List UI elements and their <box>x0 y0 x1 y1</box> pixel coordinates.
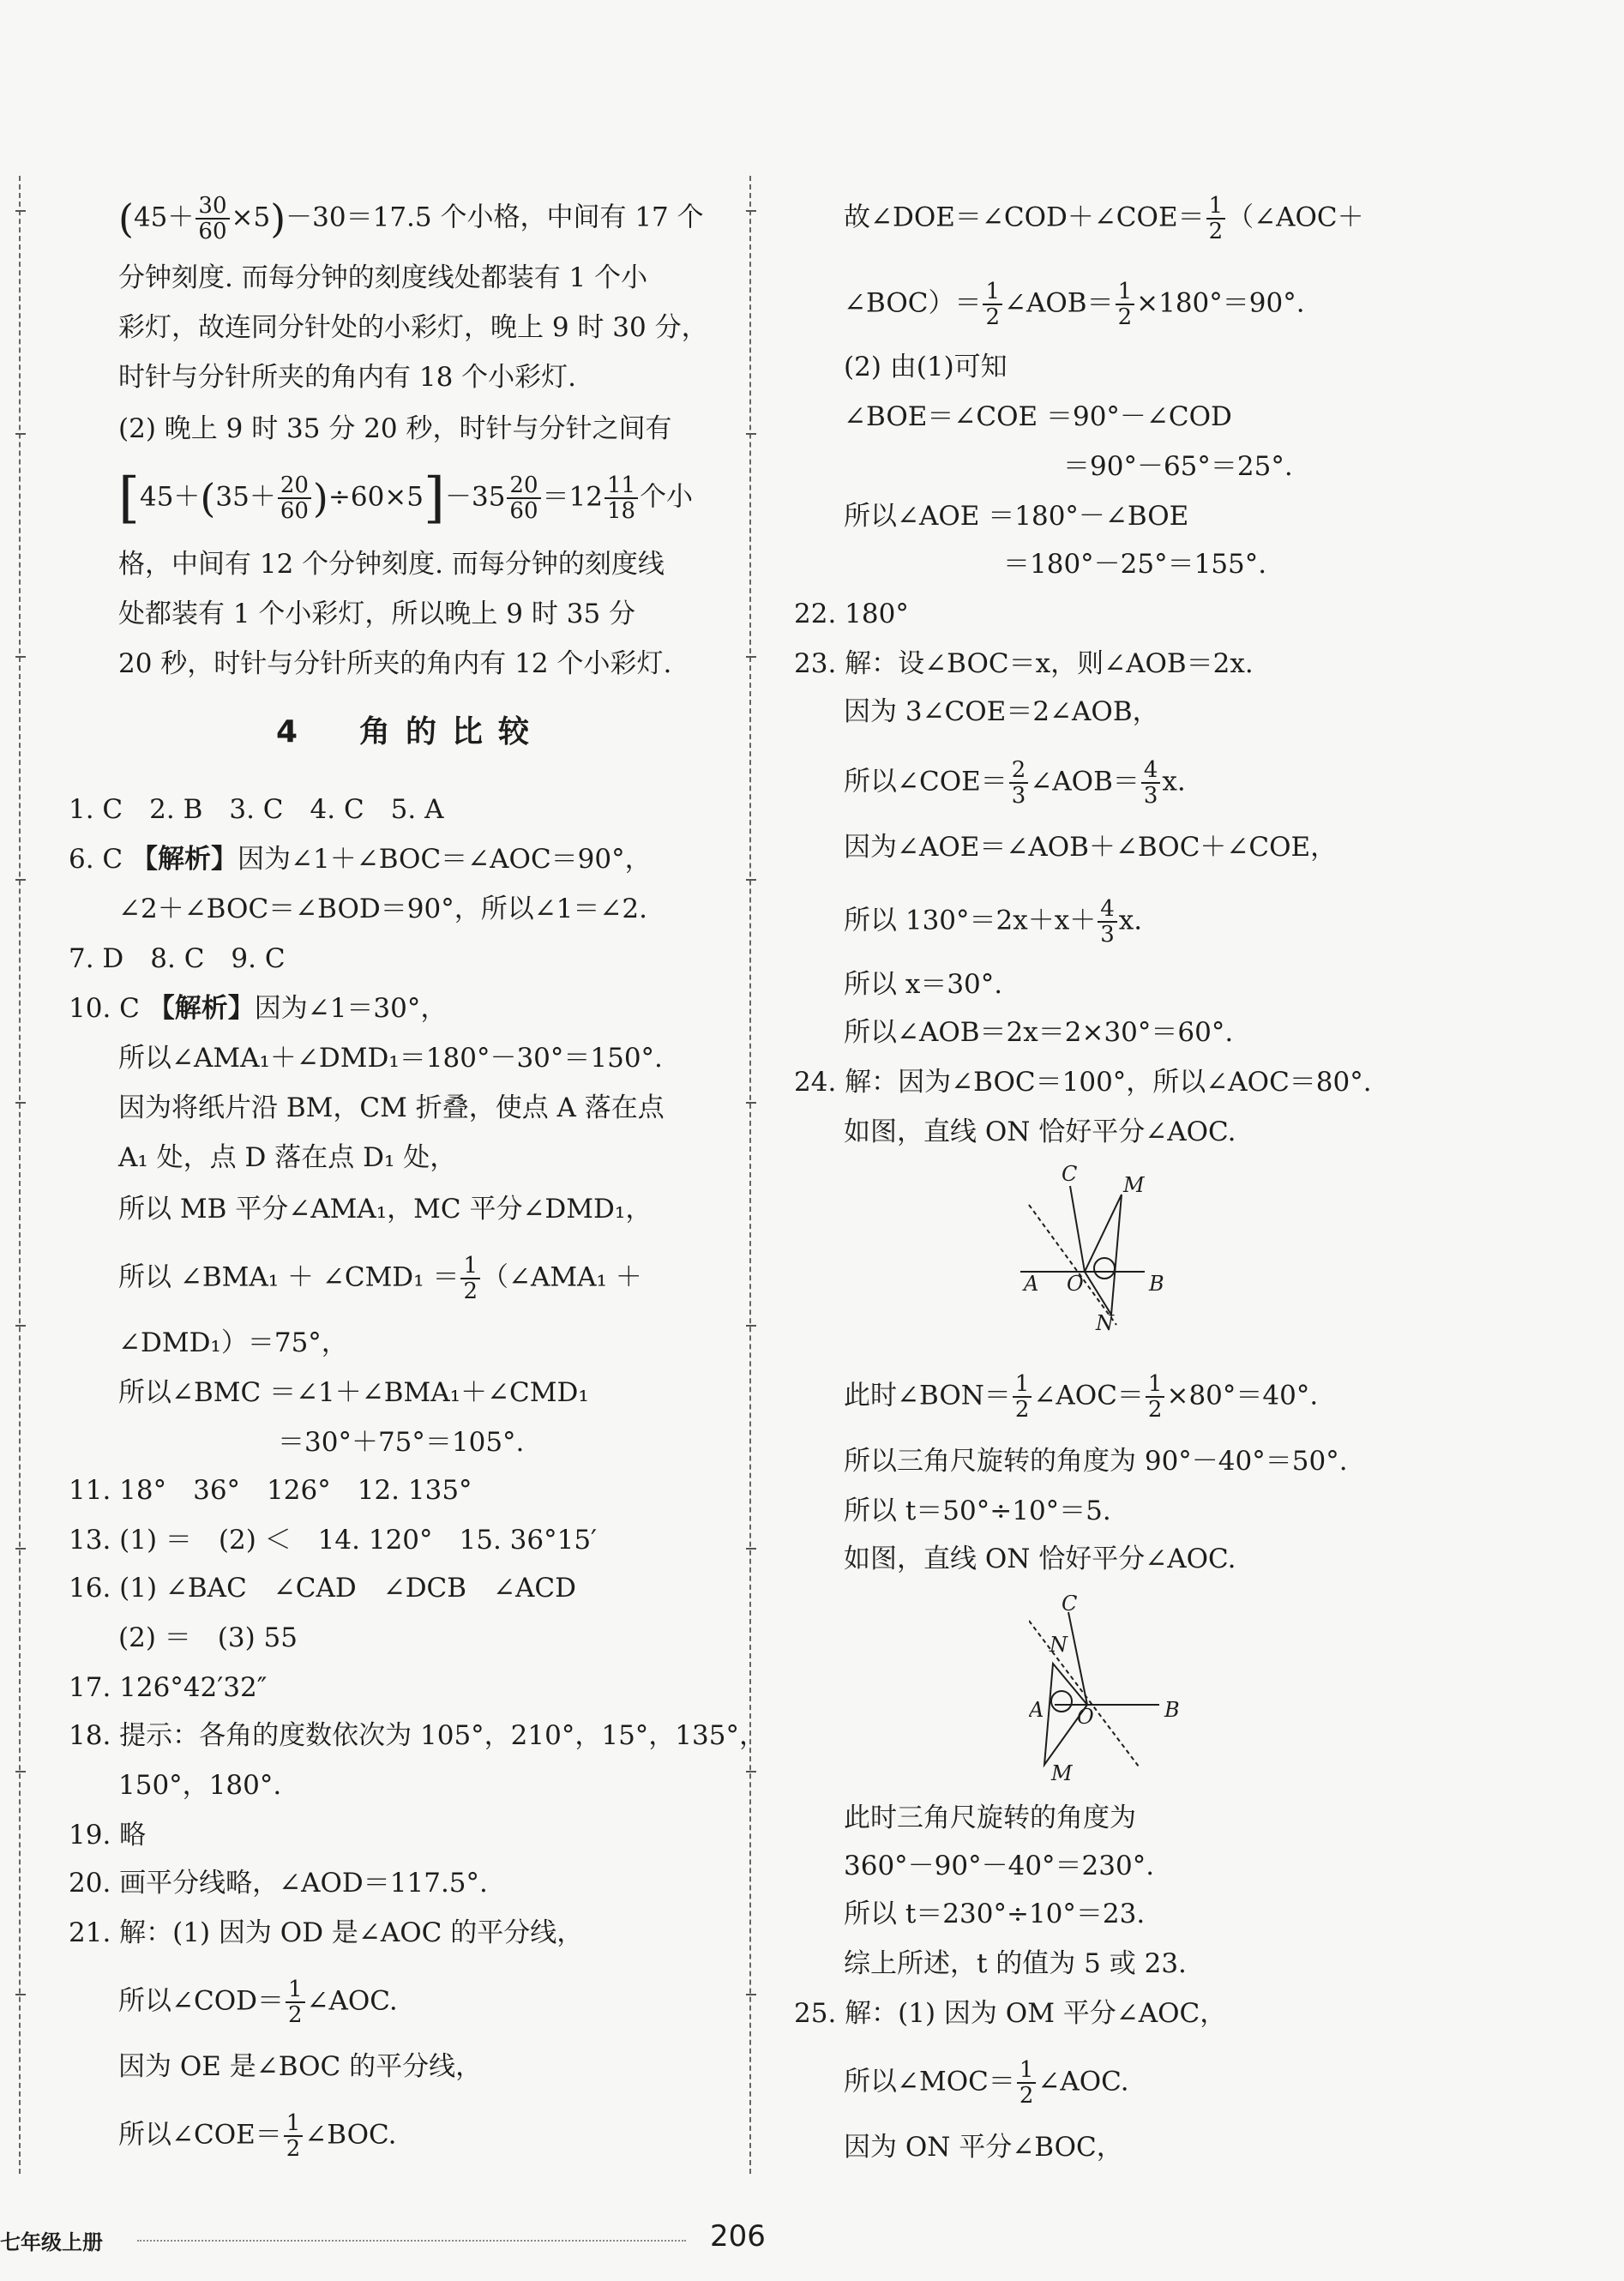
fig2-label-o: O <box>1077 1705 1094 1729</box>
answer-24-j: 综上所述，t 的值为 5 或 23. <box>844 1948 1187 1979</box>
answer-24-d: 所以三角尺旋转的角度为 90°－40°＝50°. <box>844 1446 1348 1477</box>
answer-13-15: 13. (1) ＝ (2) ＜ 14. 120° 15. 36°15′ <box>69 1525 598 1556</box>
answer-10: 10. C 【解析】因为∠1＝30°， <box>69 993 448 1024</box>
answer-18: 18. 提示：各角的度数依次为 105°，210°，15°，135°， <box>69 1720 766 1751</box>
answer-7-9: 7. D 8. C 9. C <box>69 943 286 974</box>
answer-10-g: 所以 ∠BMA₁ ＋ ∠CMD₁ ＝ $\frac{1}{2}$ （∠AMA₁ ＋ <box>118 1253 642 1304</box>
answer-19: 19. 略 <box>69 1820 147 1851</box>
answer-24-f: 如图，直线 ON 恰好平分∠AOC. <box>844 1544 1236 1574</box>
answer-21-d: 所以∠COE＝ $\frac{1}{2}$ ∠BOC. <box>118 2110 397 2162</box>
line-r7: ＝180°－25°＝155°. <box>1003 549 1267 580</box>
line-l4: 时针与分针所夹的角内有 18 个小彩灯. <box>118 362 577 393</box>
answer-23-d: 因为∠AOE＝∠AOB＋∠BOC＋∠COE， <box>844 832 1338 863</box>
answer-25-b: 所以∠MOC＝ $\frac{1}{2}$ ∠AOC. <box>844 2057 1129 2109</box>
fig2-label-m: M <box>1051 1761 1073 1784</box>
fig2-label-n: N <box>1050 1633 1068 1657</box>
answer-23-e: 所以 130°＝2x＋x＋ $\frac{4}{3}$ x. <box>844 896 1143 948</box>
answer-1-5: 1. C 2. B 3. C 4. C 5. A <box>69 794 444 825</box>
fraction: $\frac{30}{60}$ <box>195 194 229 244</box>
fig1-label-n: N <box>1096 1311 1114 1333</box>
answer-21: 21. 解：(1) 因为 OD 是∠AOC 的平分线， <box>69 1917 584 1948</box>
answer-24-b: 如图，直线 ON 恰好平分∠AOC. <box>844 1116 1236 1147</box>
answer-24-i: 所以 t＝230°÷10°＝23. <box>844 1899 1146 1929</box>
section-heading: 4 角的比较 <box>276 714 545 749</box>
answer-10-f: 所以 MB 平分∠AMA₁，MC 平分∠DMD₁， <box>118 1194 653 1225</box>
fig2-label-c: C <box>1062 1595 1078 1616</box>
fig1-label-b: B <box>1149 1272 1164 1296</box>
answer-11-12: 11. 18° 36° 126° 12. 135° <box>69 1475 472 1506</box>
answer-6-cont: ∠2＋∠BOC＝∠BOD＝90°，所以∠1＝∠2. <box>118 894 647 924</box>
figure-2-diagram <box>1029 1595 1192 1784</box>
answer-18-b: 150°，180°. <box>118 1770 282 1801</box>
answer-24-c: 此时∠BON＝ $\frac{1}{2}$ ∠AOC＝ $\frac{1}{2}$ ×80°＝40°. <box>844 1371 1319 1423</box>
line-r5: ＝90°－65°＝25°. <box>1063 451 1293 482</box>
answer-24-h: 360°－90°－40°＝230°. <box>844 1851 1155 1881</box>
answer-10-d: 因为将纸片沿 BM，CM 折叠，使点 A 落在点 <box>118 1092 665 1123</box>
answer-23-f: 所以 x＝30°. <box>844 969 1003 1000</box>
answer-22: 22. 180° <box>794 599 909 629</box>
footer-divider <box>137 2240 686 2242</box>
answer-10-i: 所以∠BMC ＝∠1＋∠BMA₁＋∠CMD₁ <box>118 1377 589 1408</box>
line-l9: 20 秒，时针与分针所夹的角内有 12 个小彩灯. <box>118 648 672 679</box>
answer-25: 25. 解：(1) 因为 OM 平分∠AOC， <box>794 1998 1227 2029</box>
figure-1-diagram <box>1020 1162 1183 1333</box>
answer-10-j: ＝30°＋75°＝105°. <box>278 1427 525 1458</box>
line-l2: 分钟刻度. 而每分钟的刻度线处都装有 1 个小 <box>118 262 648 293</box>
fig2-label-b: B <box>1164 1698 1180 1722</box>
answer-6: 6. C 【解析】因为∠1＋∠BOC＝∠AOC＝90°， <box>69 844 652 875</box>
answer-24: 24. 解：因为∠BOC＝100°，所以∠AOC＝80°. <box>794 1067 1372 1098</box>
binding-line-left <box>19 176 22 2174</box>
answer-21-c: 因为 OE 是∠BOC 的平分线， <box>118 2051 483 2082</box>
answer-23-c: 所以∠COE＝ $\frac{2}{3}$ ∠AOB＝ $\frac{4}{3}$ x. <box>844 757 1186 809</box>
line-l3: 彩灯，故连同分针处的小彩灯，晚上 9 时 30 分， <box>118 312 708 343</box>
footer-grade: 七年级上册 <box>0 2230 103 2254</box>
line-r1: 故∠DOE＝∠COD＋∠COE＝ $\frac{1}{2}$ （∠AOC＋ <box>844 193 1364 244</box>
line-l5: (2) 晚上 9 时 35 分 20 秒，时针与分针之间有 <box>118 413 672 444</box>
answer-24-e: 所以 t＝50°÷10°＝5. <box>844 1496 1111 1526</box>
answer-23: 23. 解：设∠BOC＝x，则∠AOB＝2x. <box>794 648 1254 679</box>
answer-23-g: 所以∠AOB＝2x＝2×30°＝60°. <box>844 1017 1234 1048</box>
line-r6: 所以∠AOE ＝180°－∠BOE <box>844 501 1189 532</box>
line-l8: 处都装有 1 个小彩灯，所以晚上 9 时 35 分 <box>118 599 636 629</box>
answer-21-b: 所以∠COD＝ $\frac{1}{2}$ ∠AOC. <box>118 1977 398 2028</box>
answer-20: 20. 画平分线略，∠AOD＝117.5°. <box>69 1868 488 1899</box>
answer-17: 17. 126°42′32″ <box>69 1672 268 1703</box>
line-l6: [45＋(35＋ $\frac{20}{60}$ )÷60×5]－35 $\frac{20}{60}$ ＝12 $\frac{11}{18}$ 个小 <box>118 466 694 530</box>
answer-10-h: ∠DMD₁）＝75°， <box>118 1327 348 1358</box>
answer-25-c: 因为 ON 平分∠BOC， <box>844 2132 1123 2163</box>
fig2-label-a: A <box>1029 1698 1044 1722</box>
line-r2: ∠BOC）＝ $\frac{1}{2}$ ∠AOB＝ $\frac{1}{2}$ ×180°＝90°. <box>844 279 1305 330</box>
answer-23-b: 因为 3∠COE＝2∠AOB， <box>844 696 1159 727</box>
line-r4: ∠BOE＝∠COE ＝90°－∠COD <box>844 401 1232 432</box>
fig1-label-m: M <box>1123 1173 1145 1197</box>
fig1-label-o: O <box>1067 1272 1084 1296</box>
answer-16: 16. (1) ∠BAC ∠CAD ∠DCB ∠ACD <box>69 1573 576 1604</box>
line-r3: (2) 由(1)可知 <box>844 352 1007 382</box>
answer-24-g: 此时三角尺旋转的角度为 <box>844 1803 1136 1833</box>
answer-10-e: A₁ 处，点 D 落在点 D₁ 处， <box>118 1142 457 1173</box>
line-l1: (45＋ $\frac{30}{60}$ ×5)－30＝17.5 个小格，中间有 17 个 <box>118 193 704 244</box>
page-number: 206 <box>710 2219 766 2254</box>
answer-10-c: 所以∠AMA₁＋∠DMD₁＝180°－30°＝150°. <box>118 1043 663 1074</box>
fig1-label-a: A <box>1024 1272 1039 1296</box>
answer-16-b: (2) ＝ (3) 55 <box>118 1622 298 1653</box>
line-l7: 格，中间有 12 个分钟刻度. 而每分钟的刻度线 <box>118 549 665 580</box>
fig1-label-c: C <box>1062 1162 1078 1186</box>
binding-line-middle <box>749 176 753 2174</box>
